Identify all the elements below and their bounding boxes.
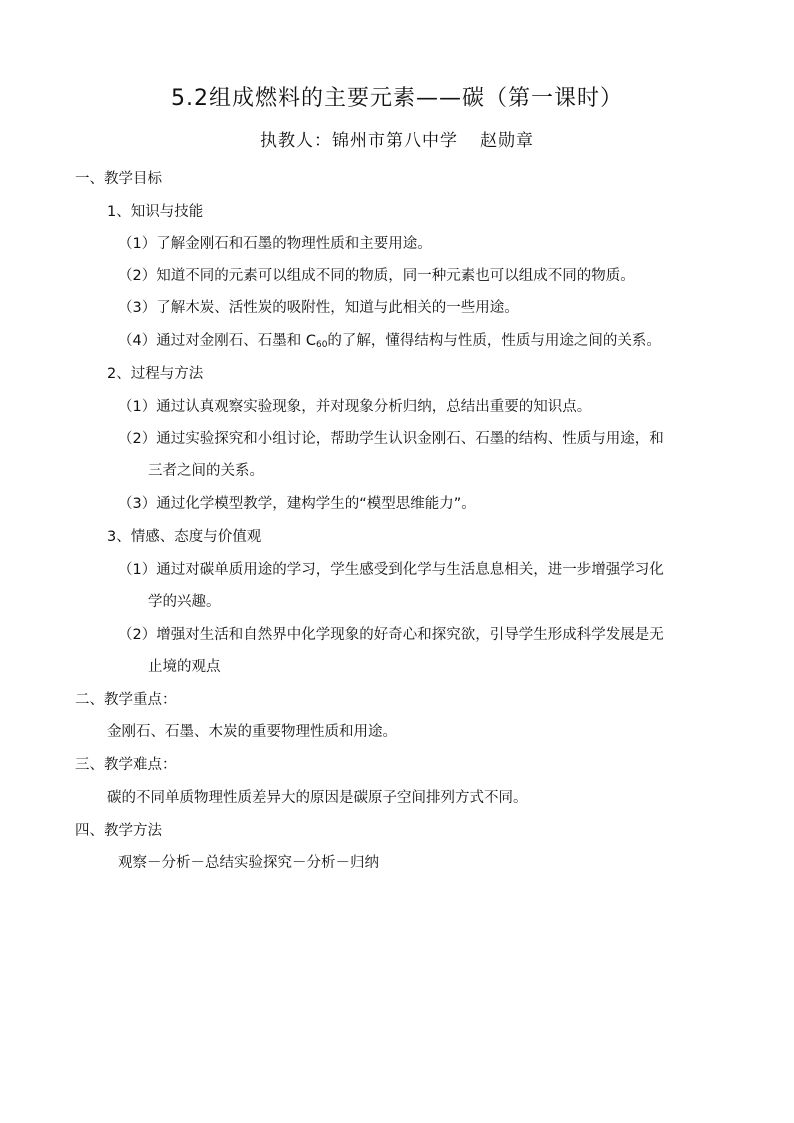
objective-item-text: 的了解，懂得结构与性质，性质与用途之间的关系。 (327, 333, 661, 349)
document-title: 5.2组成燃料的主要元素——碳（第一课时） (171, 86, 623, 111)
methods-text: 观察－分析－总结实验探究－分析－归纳 (118, 855, 379, 871)
author-line (0, 128, 794, 154)
objective-item (118, 330, 661, 352)
subheading-process-methods: 2、过程与方法 (107, 366, 204, 382)
difficulties-text: 碳的不同单质物理性质差异大的原因是碳原子空间排列方式不同。 (107, 790, 528, 806)
section-heading-methods: 四、教学方法 (75, 823, 162, 839)
objective-item: （2）知道不同的元素可以组成不同的物质，同一种元素也可以组成不同的物质。 (118, 268, 635, 284)
author-label: 执教人：锦州市第八中学 (260, 131, 458, 151)
c60-subscript: 60 (315, 340, 328, 350)
objective-item: （1）通过对碳单质用途的学习，学生感受到化学与生活息息相关，进一步增强学习化 (118, 562, 664, 578)
key-points-text: 金刚石、石墨、木炭的重要物理性质和用途。 (107, 724, 397, 740)
objective-item: （1）了解金刚石和石墨的物理性质和主要用途。 (118, 236, 432, 252)
section-heading-difficulties: 三、教学难点： (75, 757, 177, 773)
objective-item-continued: 学的兴趣。 (148, 594, 221, 610)
section-heading-objectives: 一、教学目标 (75, 171, 162, 187)
objective-item: （3）了解木炭、活性炭的吸附性，知道与此相关的一些用途。 (118, 300, 519, 316)
subheading-emotion-values: 3、情感、态度与价值观 (107, 529, 262, 545)
objective-item: （2）通过实验探究和小组讨论，帮助学生认识金刚石、石墨的结构、性质与用途，和 (118, 431, 664, 447)
objective-item-continued: 止境的观点 (148, 659, 221, 675)
subheading-knowledge-skills: 1、知识与技能 (107, 204, 204, 220)
objective-item: （1）通过认真观察实验现象，并对现象分析归纳，总结出重要的知识点。 (118, 399, 592, 415)
section-heading-key-points: 二、教学重点： (75, 692, 177, 708)
objective-item-text: （4）通过对金刚石、石墨和 C (118, 333, 316, 349)
author-name: 赵勋章 (480, 131, 534, 151)
objective-item: （2）增强对生活和自然界中化学现象的好奇心和探究欲，引导学生形成科学发展是无 (118, 627, 664, 643)
objective-item-continued: 三者之间的关系。 (148, 463, 264, 479)
objective-item: （3）通过化学模型教学，建构学生的“模型思维能力”。 (118, 496, 476, 512)
